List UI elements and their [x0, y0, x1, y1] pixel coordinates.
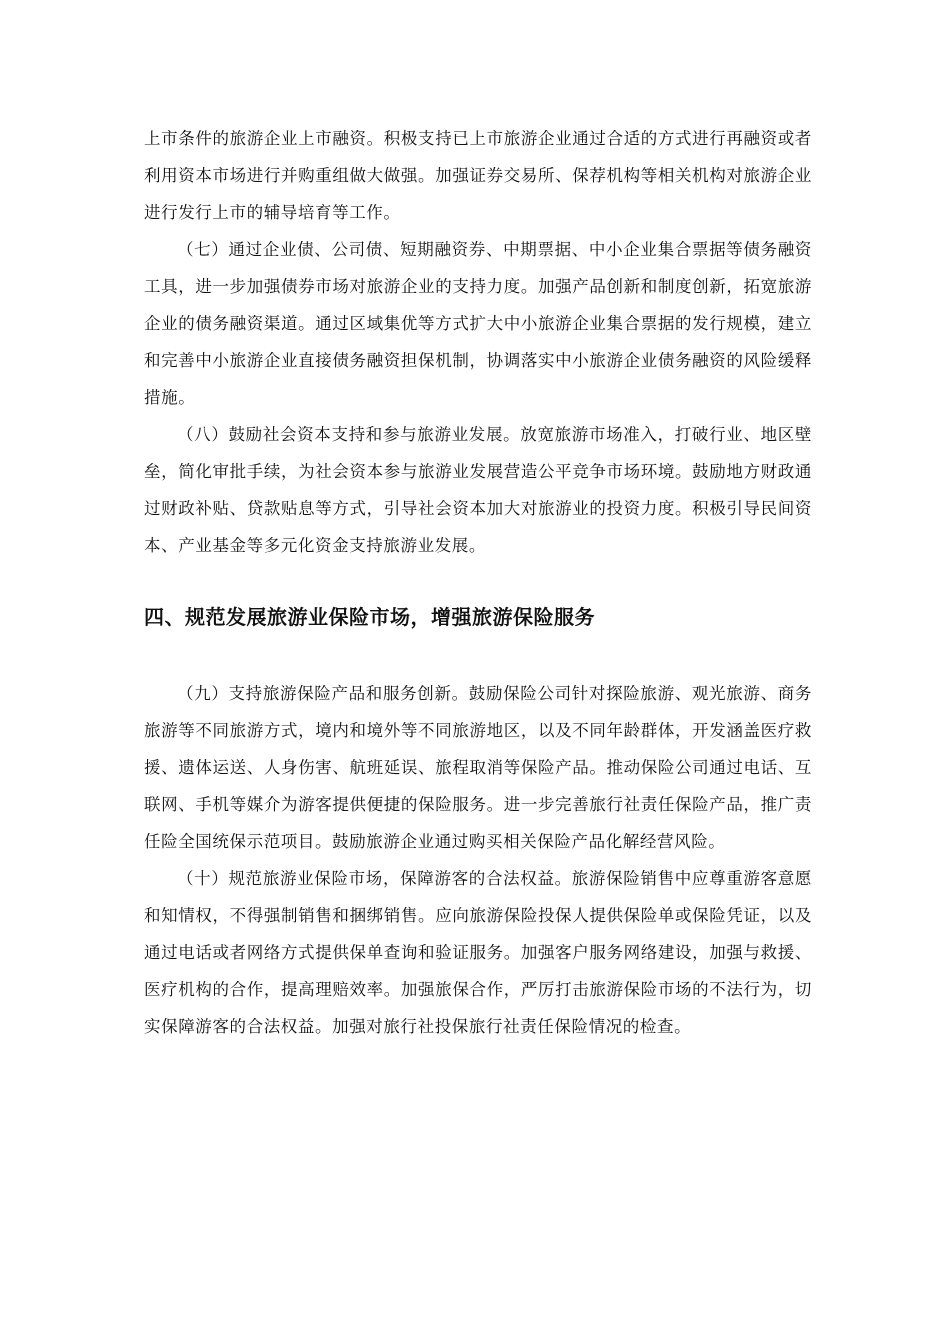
paragraph-item-8: （八）鼓励社会资本支持和参与旅游业发展。放宽旅游市场准入，打破行业、地区壁垒，简化审批手续，为社会资本参与旅游业发展营造公平竞争市场环境。鼓励地方财政通过财政补贴、贷款贴息等方式，引导社会资本加大对旅游业的投资力度。积极引导民间资本、产业基金等多元化资金支持旅游业发展。 — [144, 425, 812, 555]
paragraph-item-10: （十）规范旅游业保险市场，保障游客的合法权益。旅游保险销售中应尊重游客意愿和知情权，不得强制销售和捆绑销售。应向旅游保险投保人提供保险单或保险凭证，以及通过电话或者网络方式提供保单查询和验证服务。加强客户服务网络建设，加强与救援、医疗机构的合作，提高理赔效率。加强旅保合作，严厉打击旅游保险市场的不法行为，切实保障游客的合法权益。加强对旅行社投保旅行社责任保险情况的检查。 — [144, 869, 812, 1036]
paragraph-item-9: （九）支持旅游保险产品和服务创新。鼓励保险公司针对探险旅游、观光旅游、商务旅游等不同旅游方式，境内和境外等不同旅游地区，以及不同年龄群体，开发涵盖医疗救援、遗体运送、人身伤害、航班延误、旅程取消等保险产品。推动保险公司通过电话、互联网、手机等媒介为游客提供便捷的保险服务。进一步完善旅行社责任保险产品，推广责任险全国统保示范项目。鼓励旅游企业通过购买相关保险产品化解经营风险。 — [144, 684, 812, 851]
paragraph-item-7: （七）通过企业债、公司债、短期融资券、中期票据、中小企业集合票据等债务融资工具，进一步加强债券市场对旅游企业的支持力度。加强产品创新和制度创新，拓宽旅游企业的债务融资渠道。通过区域集优等方式扩大中小旅游企业集合票据的发行规模，建立和完善中小旅游企业直接债务融资担保机制，协调落实中小旅游企业债务融资的风险缓释措施。 — [144, 240, 812, 407]
section-heading: 四、规范发展旅游业保险市场，增强旅游保险服务 — [144, 605, 595, 629]
paragraph-continuation: 上市条件的旅游企业上市融资。积极支持已上市旅游企业通过合适的方式进行再融资或者利用资本市场进行并购重组做大做强。加强证券交易所、保荐机构等相关机构对旅游企业进行发行上市的辅导培育等工作。 — [144, 129, 812, 222]
body-text-bottom — [144, 675, 812, 1045]
body-text-top — [144, 120, 812, 564]
